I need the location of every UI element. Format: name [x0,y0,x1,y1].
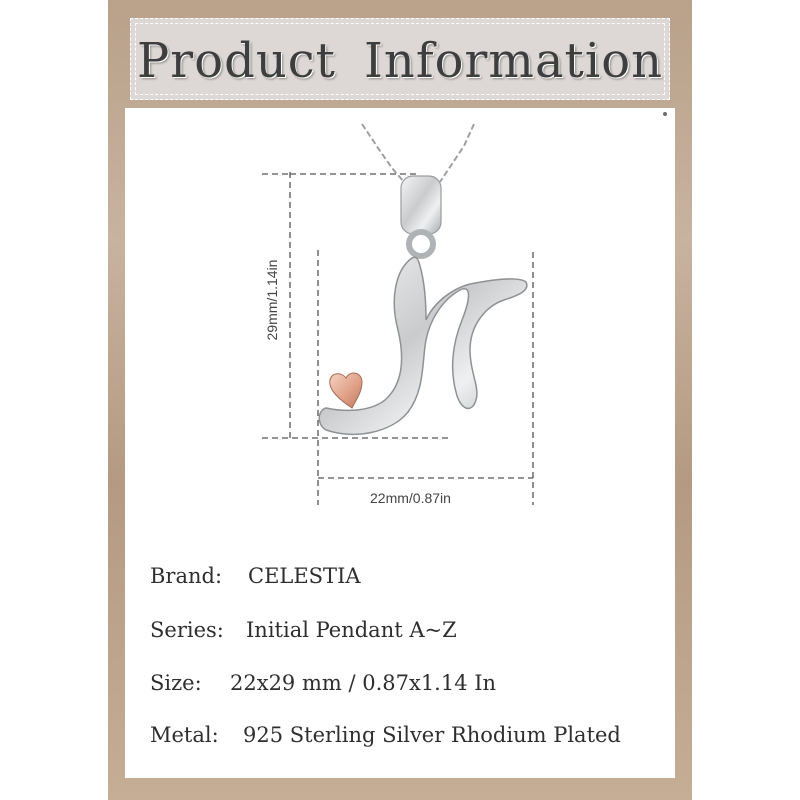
spec-size [150,671,496,695]
dimension-lines [262,172,533,505]
title-word-2: Information [363,33,664,89]
spec-key: Size: [150,671,202,695]
spec-value: CELESTIA [248,564,361,588]
spec-key: Series: [150,618,224,642]
spec-value: 22x29 mm / 0.87x1.14 In [230,671,497,695]
height-dimension-label: 29mm/1.14in [264,259,280,341]
heart-charm [330,373,362,408]
spec-brand [150,564,361,588]
pendant-bail [401,176,441,256]
chain [362,124,474,182]
spec-value: 925 Sterling Silver Rhodium Plated [243,723,621,747]
spec-key: Brand: [150,564,223,588]
letter-m-pendant [319,257,527,434]
spec-series [150,618,457,642]
spec-value: Initial Pendant A~Z [246,618,457,642]
spec-key: Metal: [150,723,219,747]
width-dimension-label: 22mm/0.87in [370,490,451,506]
spec-metal [150,723,621,747]
title-word-1: Product [136,33,336,89]
